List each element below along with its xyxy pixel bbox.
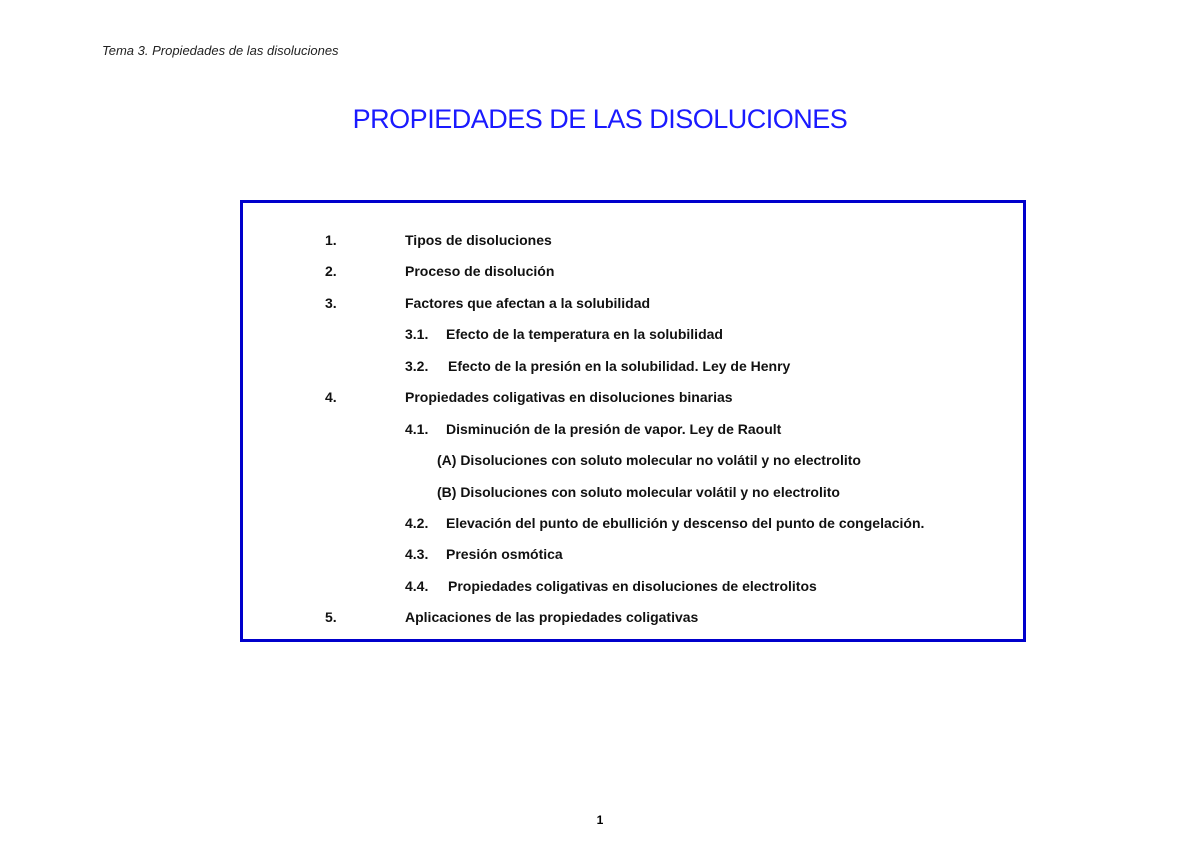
- toc-item-number: 3.2.: [405, 358, 429, 374]
- toc-subsubitem: [243, 452, 1023, 474]
- toc-item-number: 4.2.: [405, 515, 429, 531]
- toc-subsubitem: [243, 484, 1023, 506]
- toc-item-text: Efecto de la temperatura en la solubilidad: [446, 326, 723, 342]
- toc-item-text: Presión osmótica: [446, 546, 563, 562]
- toc-subitem: [243, 515, 1023, 537]
- toc-item: [243, 263, 1023, 285]
- toc-subitem: [243, 578, 1023, 600]
- toc-item-text: Elevación del punto de ebullición y descenso del punto de congelación.: [446, 515, 925, 531]
- toc-item: [243, 609, 1023, 631]
- toc-item-text: Proceso de disolución: [405, 263, 555, 279]
- toc-item-number: 4.3.: [405, 546, 429, 562]
- toc-item-text: Factores que afectan a la solubilidad: [405, 295, 651, 311]
- toc-subitem: [243, 326, 1023, 348]
- toc-item-text: (B) Disoluciones con soluto molecular volátil y no electrolito: [437, 484, 840, 500]
- toc-item-number: 3.: [325, 295, 337, 311]
- document-title: PROPIEDADES DE LAS DISOLUCIONES: [352, 104, 848, 134]
- toc-item-number: 3.1.: [405, 326, 429, 342]
- toc-item-number: 1.: [325, 232, 337, 248]
- toc-item-number: 2.: [325, 263, 337, 279]
- running-header: Tema 3. Propiedades de las disoluciones: [102, 43, 339, 58]
- toc-subitem: [243, 421, 1023, 443]
- toc-item-text: Propiedades coligativas en disoluciones de electrolitos: [448, 578, 817, 594]
- toc-item-number: 4.1.: [405, 421, 429, 437]
- toc-item-text: Efecto de la presión en la solubilidad. Ley de Henry: [448, 358, 791, 374]
- toc-item: [243, 295, 1023, 317]
- toc-subitem: [243, 358, 1023, 380]
- toc-item-number: 4.4.: [405, 578, 429, 594]
- page-number: 1: [596, 813, 604, 827]
- toc-item: [243, 389, 1023, 411]
- toc-item-text: Disminución de la presión de vapor. Ley de Raoult: [446, 421, 782, 437]
- toc-item-text: Propiedades coligativas en disoluciones binarias: [405, 389, 733, 405]
- toc-subitem: [243, 546, 1023, 568]
- toc-item-number: 4.: [325, 389, 337, 405]
- toc-item-text: (A) Disoluciones con soluto molecular no volátil y no electrolito: [437, 452, 861, 468]
- toc-item-text: Aplicaciones de las propiedades coligativas: [405, 609, 699, 625]
- toc-item-text: Tipos de disoluciones: [405, 232, 552, 248]
- toc-item-number: 5.: [325, 609, 337, 625]
- table-of-contents: [240, 200, 1026, 642]
- toc-item: [243, 232, 1023, 254]
